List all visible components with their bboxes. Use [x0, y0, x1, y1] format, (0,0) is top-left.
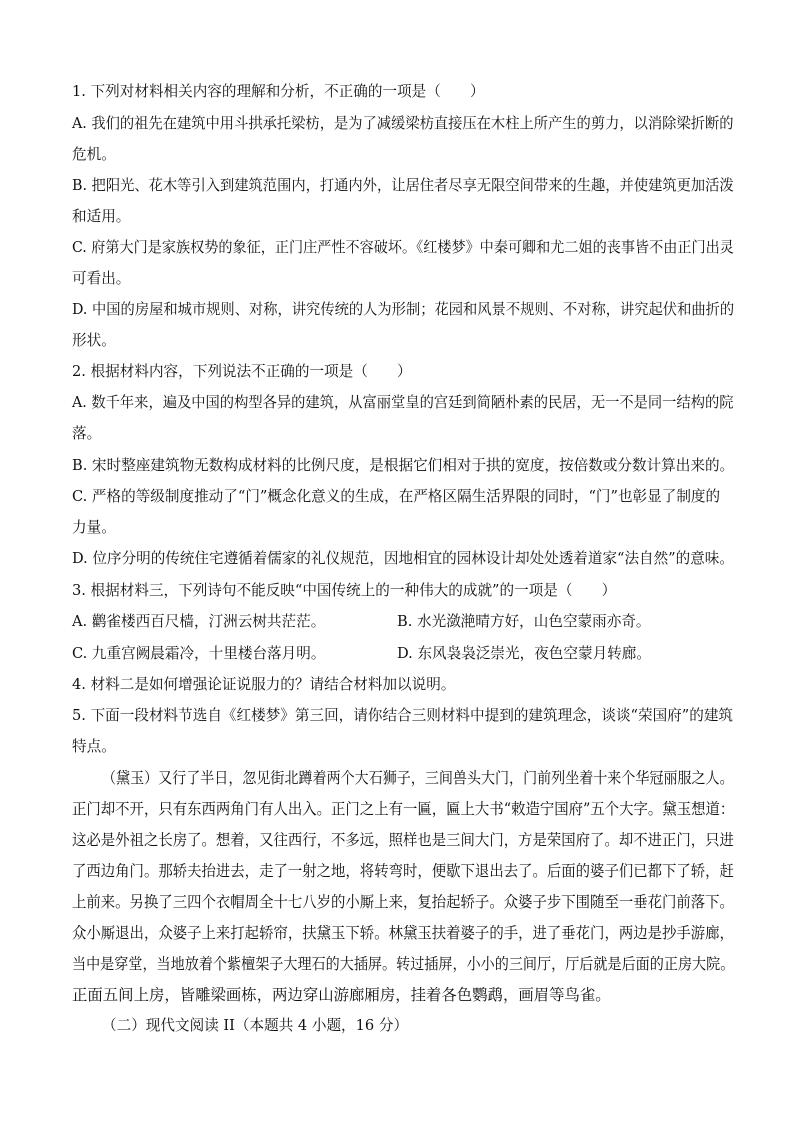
- q1-option-a-cont: 危机。: [72, 146, 116, 163]
- q1-option-d: D. 中国的房屋和城市规则、对称，讲究传统的人为形制；花园和风景不规则、不对称，讲究起伏和曲折的: [72, 301, 735, 318]
- passage-line: 正门却不开，只有东西两角门有人出入。正门之上有一匾，匾上大书“敕造宁国府”五个大字。黛玉想道：: [72, 800, 735, 818]
- passage-line: 众小厮退出，众婆子上来打起轿帘，扶黛玉下轿。林黛玉扶着婆子的手，进了垂花门，两边是抄手游廊，: [72, 924, 734, 942]
- q3-option-d: D. 东风袅袅泛崇光，夜色空蒙月转廊。: [397, 645, 651, 662]
- q3-option-c: C. 九重宫阙晨霜冷，十里楼台落月明。: [72, 645, 326, 662]
- q1-option-c-cont: 可看出。: [72, 270, 131, 287]
- q2-option-d: D. 位序分明的传统住宅遵循着儒家的礼仪规范，因地相宜的园林设计却处处透着道家“法自然”的意味。: [72, 550, 734, 567]
- q1-option-a: A. 我们的祖先在建筑中用斗拱承托梁枋，是为了减缓梁枋直接压在木柱上所产生的剪力，以消除梁折断的: [72, 115, 734, 132]
- q3-option-b: B. 水光潋滟晴方好，山色空蒙雨亦奇。: [397, 613, 651, 630]
- passage-line: （黛玉）又行了半日，忽见街北蹲着两个大石狮子，三间兽头大门，门前列坐着十来个华冠丽服之人。: [102, 769, 734, 787]
- passage-line: 上前来。另换了三四个衣帽周全十七八岁的小厮上来，复抬起轿子。众婆子步下围随至一垂花门前落下。: [72, 893, 734, 911]
- section-heading: （二）现代文阅读 II（本题共 4 小题，16 分）: [102, 1017, 409, 1034]
- q2-option-a-cont: 落。: [72, 425, 102, 442]
- q2-option-b: B. 宋时整座建筑物无数构成材料的比例尺度，是根据它们相对于拱的宽度，按倍数或分数计算出来的。: [72, 457, 735, 474]
- q1-option-d-cont: 形状。: [72, 332, 116, 349]
- passage-line: 正面五间上房，皆雕梁画栋，两边穿山游廊厢房，挂着各色鹦鹉，画眉等鸟雀。: [72, 986, 611, 1004]
- q5-stem-cont: 特点。: [72, 738, 116, 755]
- q1-option-c: C. 府第大门是家族权势的象征，正门庄严性不容破坏。《红楼梦》中秦可卿和尤二姐的丧事皆不由正门出灵: [72, 239, 734, 256]
- q3-option-a: A. 鹳雀楼西百尺樯，汀洲云树共茫茫。: [72, 613, 326, 630]
- q1-stem: 1. 下列对材料相关内容的理解和分析，不正确的一项是（ ）: [72, 83, 485, 100]
- q2-stem: 2. 根据材料内容，下列说法不正确的一项是（ ）: [72, 363, 412, 380]
- q5-stem: 5. 下面一段材料节选自《红楼梦》第三回，请你结合三则材料中提到的建筑理念，谈谈“荣国府”的建筑: [72, 707, 734, 724]
- q3-stem: 3. 根据材料三，下列诗句不能反映“中国传统上的一种伟大的成就”的一项是（ ）: [72, 582, 617, 599]
- q2-option-c: C. 严格的等级制度推动了“门”概念化意义的生成，在严格区隔生活界限的同时，“门”也彰显了制度的: [72, 488, 721, 505]
- q1-option-b-cont: 和适用。: [72, 208, 131, 225]
- q4-stem: 4. 材料二是如何增强论证说服力的？请结合材料加以说明。: [72, 676, 456, 693]
- passage-line: 这必是外祖之长房了。想着，又往西行，不多远，照样也是三间大门，方是荣国府了。却不进正门，只进: [72, 831, 734, 849]
- passage-line: 当中是穿堂，当地放着个紫檀架子大理石的大插屏。转过插屏，小小的三间厅，厅后就是后面的正房大院。: [72, 955, 735, 973]
- q2-option-c-cont: 力量。: [72, 519, 116, 536]
- q1-option-b: B. 把阳光、花木等引入到建筑范围内，打通内外，让居住者尽享无限空间带来的生趣，并使建筑更加活泼: [72, 177, 734, 194]
- q2-option-a: A. 数千年来，遍及中国的构型各异的建筑，从富丽堂皇的宫廷到简陋朴素的民居，无一不是同一结构的院: [72, 394, 734, 411]
- passage-line: 了西边角门。那轿夫抬进去，走了一射之地，将转弯时，便歇下退出去了。后面的婆子们已都下了轿，赶: [72, 862, 734, 880]
